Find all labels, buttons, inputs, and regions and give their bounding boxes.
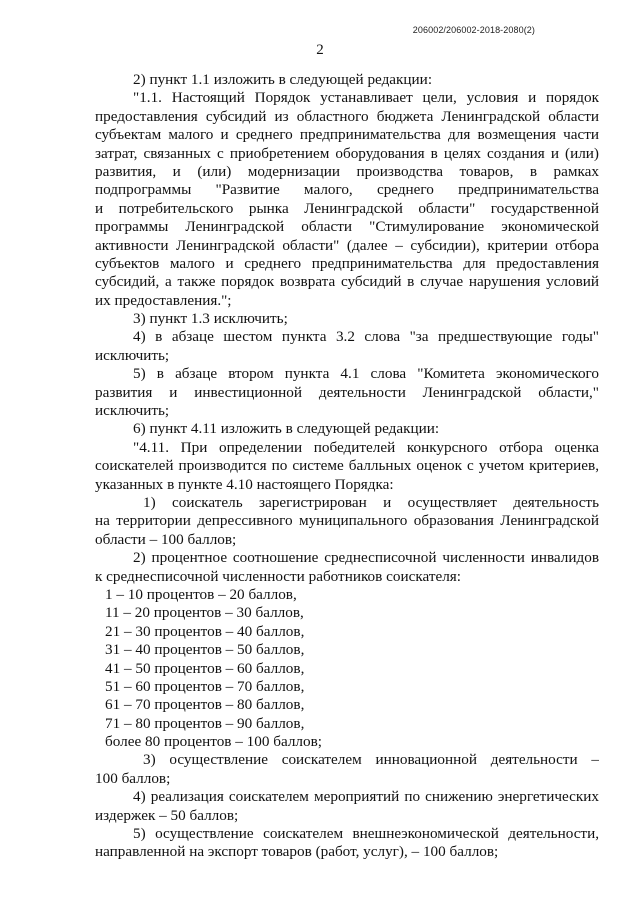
text-line: на территории депрессивного муниципального образования Ленинградской [95, 512, 599, 530]
document-id: 206002/206002-2018-2080(2) [412, 25, 535, 35]
text-line: затрат, связанных с приобретением оборудования в целях создания и (или) [95, 144, 599, 162]
text-line: указанных в пункте 4.10 настоящего Порядка: [95, 475, 394, 493]
text-line: 100 баллов; [95, 769, 171, 787]
text-line: 11 – 20 процентов – 30 баллов, [105, 604, 304, 622]
text-line: 6) пункт 4.11 изложить в следующей редакции: [133, 420, 440, 438]
text-line: программы Ленинградской области "Стимулирование экономической [95, 218, 599, 236]
text-line: развития и инвестиционной деятельности Ленинградской области," [95, 383, 599, 401]
text-line: 4) реализация соискателем мероприятий по снижению энергетических [133, 788, 599, 806]
document-body [95, 71, 599, 862]
text-line: исключить; [95, 346, 170, 364]
text-line: активности Ленинградской области" (далее – субсидии), критерии отбора [95, 236, 599, 254]
text-line: 4) в абзаце шестом пункта 3.2 слова "за предшествующие годы" [133, 328, 599, 346]
text-line: 21 – 30 процентов – 40 баллов, [105, 622, 305, 640]
text-line: 1 – 10 процентов – 20 баллов, [105, 585, 297, 603]
text-line: субъектов малого и среднего предпринимательства для предоставления [95, 254, 599, 272]
text-line: субсидий, а также порядок возврата субсидий в случае нарушения условий [95, 273, 599, 291]
text-line: 2) пункт 1.1 изложить в следующей редакции: [133, 71, 433, 88]
text-line: подпрограммы "Развитие малого, среднего предпринимательства [95, 181, 599, 199]
text-line: развития, и (или) модернизации производства товаров, в рамках [95, 162, 599, 180]
text-line: к среднесписочной численности работников соискателя: [95, 567, 461, 585]
text-line: субъектам малого и среднего предпринимательства для возмещения части [95, 126, 599, 144]
page-number: 2 [316, 42, 324, 58]
text-line: более 80 процентов – 100 баллов; [105, 733, 322, 751]
text-line: области – 100 баллов; [95, 530, 237, 548]
text-line: 3) осуществление соискателем инновационной деятельности – [143, 751, 599, 769]
text-line: 5) в абзаце втором пункта 4.1 слова "Комитета экономического [133, 365, 599, 383]
text-line: 31 – 40 процентов – 50 баллов, [105, 641, 305, 659]
text-line: соискателей производится по системе балльных оценок с учетом критериев, [95, 457, 599, 475]
text-line: 71 – 80 процентов – 90 баллов, [105, 714, 305, 732]
text-line: "4.11. При определении победителей конкурсного отбора оценка [133, 438, 599, 456]
text-line: 41 – 50 процентов – 60 баллов, [105, 659, 305, 677]
text-line: исключить; [95, 402, 170, 420]
text-line: предоставления субсидий из областного бюджета Ленинградской области [95, 107, 599, 125]
text-line: 61 – 70 процентов – 80 баллов, [105, 696, 305, 714]
text-line: "1.1. Настоящий Порядок устанавливает цели, условия и порядок [133, 89, 599, 107]
text-line: издержек – 50 баллов; [95, 806, 239, 824]
text-line: 51 – 60 процентов – 70 баллов, [105, 677, 305, 695]
text-line: и потребительского рынка Ленинградской области" государственной [95, 199, 599, 217]
text-line: их предоставления."; [95, 291, 232, 309]
text-line: направленной на экспорт товаров (работ, услуг), – 100 баллов; [95, 843, 499, 861]
text-line: 5) осуществление соискателем внешнеэкономической деятельности, [133, 825, 599, 843]
text-line: 1) соискатель зарегистрирован и осуществляет деятельность [143, 493, 599, 511]
text-line: 3) пункт 1.3 исключить; [133, 310, 288, 328]
text-line: 2) процентное соотношение среднесписочной численности инвалидов [133, 549, 599, 567]
